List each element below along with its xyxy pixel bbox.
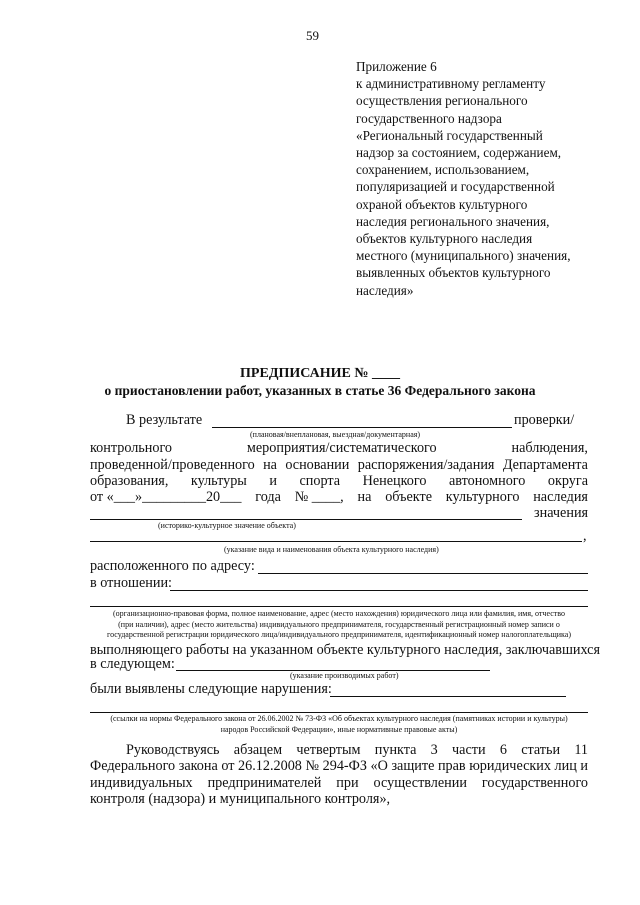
appendix-line: «Региональный государственный (356, 127, 543, 143)
hint-significance: (историко-культурное значение объекта) (158, 521, 296, 530)
object-name-line (90, 541, 582, 542)
word: на (357, 489, 372, 505)
appendix-line: охраной объектов культурного (356, 196, 528, 212)
consisting-label: в следующем: (90, 656, 175, 672)
word: спорта (299, 473, 341, 489)
hint-line: государственной регистрации юридического лица/индивидуального предпринимателя, идентификационный номер налогоплательщика) (106, 630, 571, 639)
appendix-line: осуществления регионального (356, 93, 528, 109)
violations-line (330, 696, 566, 697)
appendix-line: наследия регионального значения, (356, 213, 550, 229)
word: Ненецкого (362, 473, 427, 489)
word: образования, (90, 473, 169, 489)
form-row-4 (90, 473, 588, 490)
hint-line: (ссылки на нормы Федерального закона от 26.06.2002 № 73-ФЗ «Об объектах культурного наследия (памятниках истории и культуры) (110, 714, 568, 723)
appendix-line: популяризацией и государственной (356, 179, 555, 195)
appendix-heading (356, 58, 571, 299)
hint-norms (90, 714, 588, 735)
word: № ____, (294, 489, 344, 505)
word: объекте (385, 489, 432, 505)
form-row-3 (90, 457, 588, 474)
hint-works: (указание производимых работ) (290, 671, 399, 680)
word: на (263, 457, 277, 473)
document-subtitle: о приостановлении работ, указанных в статье 36 Федерального закона (104, 383, 536, 398)
word: контрольного (90, 440, 173, 456)
date-number-field: от «___»_________20___ (90, 489, 242, 505)
appendix-line: выявленных объектов культурного (356, 265, 551, 281)
hint-line: народов Российской Федерации», иные нормативные правовые акты) (220, 724, 458, 734)
appendix-line: местного (муниципального) значения, (356, 248, 571, 264)
appendix-line: к административному регламенту (356, 76, 546, 92)
hint-line: (при наличии), адрес (место жительства) индивидуального предпринимателя, государственный регистрационный номер записи о (118, 619, 560, 629)
hint-object-name: (указание вида и наименования объекта культурного наследия) (224, 545, 439, 554)
word: культурного (445, 489, 520, 505)
word: автономного (448, 473, 526, 489)
appendix-line: наследия» (356, 282, 414, 298)
word: основании (285, 457, 350, 473)
violations-label: были выявлены следующие нарушения: (90, 681, 332, 697)
regarding-line (170, 590, 588, 591)
address-line (258, 573, 588, 574)
word: культуры (190, 473, 247, 489)
word: округа (547, 473, 588, 489)
result-prefix: В результате (126, 412, 203, 428)
page-number: 59 (306, 28, 319, 43)
document-title: ПРЕДПИСАНИЕ № ____ (240, 366, 400, 381)
word: наследия (533, 489, 588, 505)
hint-line: (организационно-правовая форма, полное наименование, адрес (место нахождения) юридического лица или фамилия, имя, отчество (113, 609, 565, 618)
norms-line (90, 712, 588, 713)
address-label: расположенного по адресу: (90, 558, 255, 574)
legal-entity-line (90, 606, 588, 607)
appendix-line: надзор за состоянием, содержанием, (356, 145, 562, 161)
word: наблюдения, (511, 440, 588, 456)
significance-line (90, 519, 522, 520)
word: распоряжения/задания (357, 457, 495, 473)
appendix-line: объектов культурного наследия (356, 231, 533, 247)
form-row-5 (90, 489, 588, 506)
word: года (255, 489, 281, 505)
appendix-line: государственного надзора (356, 110, 502, 126)
word: мероприятия/систематического (246, 440, 437, 456)
significance-suffix: значения (534, 505, 589, 521)
check-type-line (212, 427, 512, 428)
closing-paragraph: Руководствуясь абзацем четвертым пункта 3 части 6 статьи 11 Федерального закона от 26.12.2008 № 294-ФЗ «О защите прав юридических лиц и индивидуальных предпринимателей при осуществлении государственного контроля (надзора) и муниципального контроля», (90, 742, 588, 807)
word: Департамента (502, 457, 588, 473)
performing-line: выполняющего работы на указанном объекте культурного наследия, заключавшихся (90, 642, 600, 658)
appendix-line: Приложение 6 (356, 59, 437, 74)
appendix-line: сохранением, использованием, (356, 162, 530, 178)
hint-check-type: (плановая/внеплановая, выездная/документарная) (250, 430, 421, 439)
hint-legal-entity (90, 609, 588, 641)
word: проведенной/проведенного (90, 457, 255, 473)
word: и (269, 473, 277, 489)
form-row-2 (90, 440, 588, 457)
comma: , (583, 528, 587, 544)
check-suffix: проверки/ (514, 412, 575, 428)
regarding-label: в отношении: (90, 575, 172, 591)
